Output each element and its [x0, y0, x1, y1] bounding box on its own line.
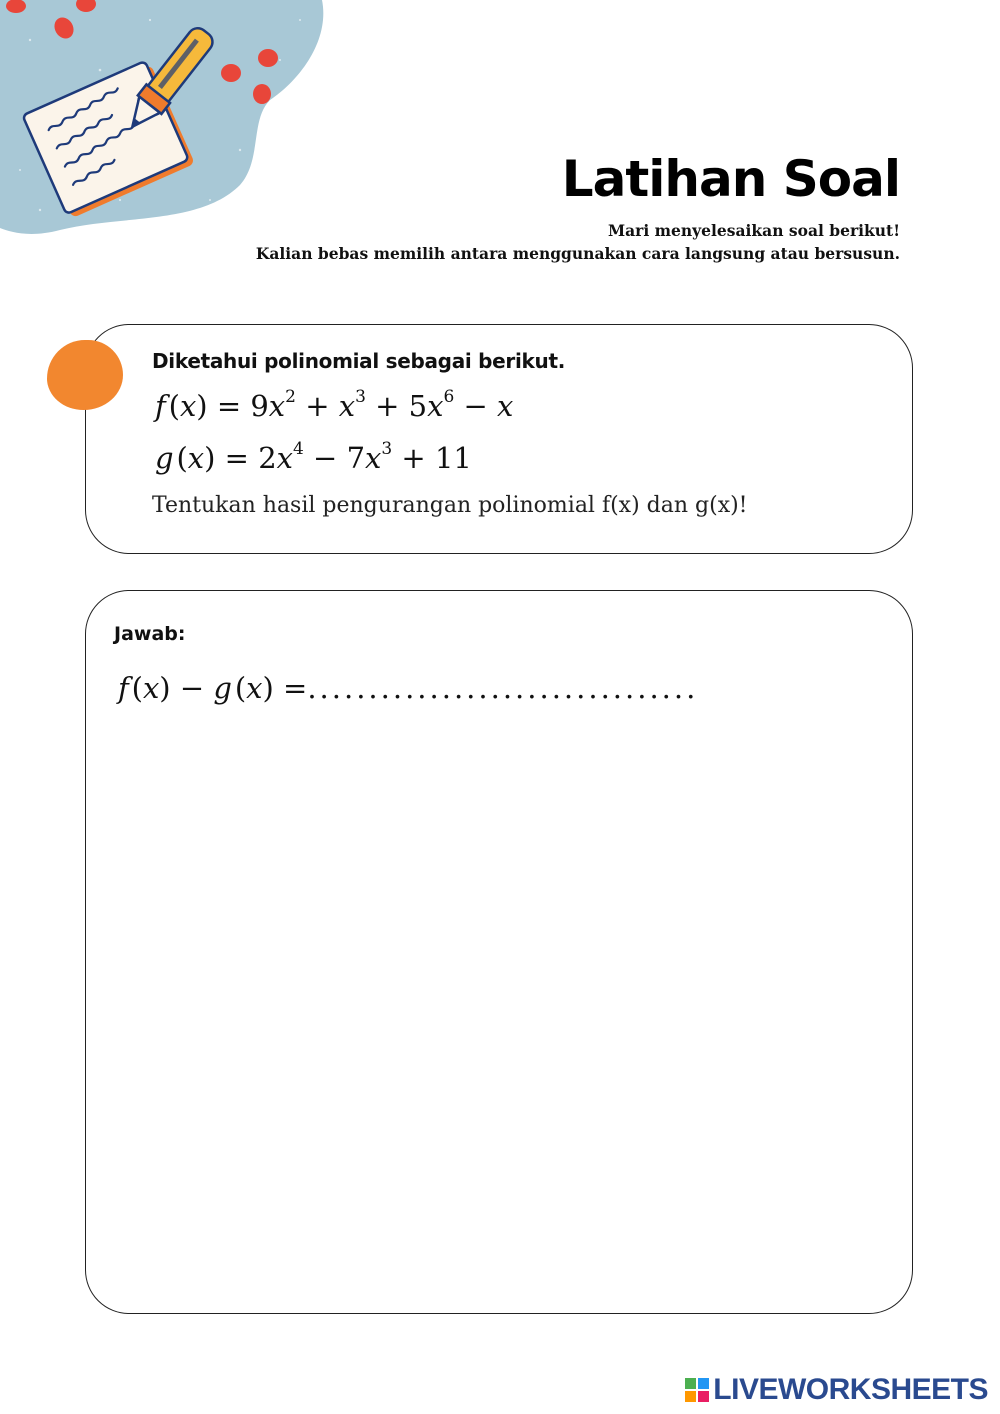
question-heading: Diketahui polinomial sebagai berikut. [152, 349, 566, 373]
subtitle-line-2: Kalian bebas memilih antara menggunakan cara langsung atau bersusun. [255, 244, 900, 263]
answer-heading: Jawab: [114, 623, 186, 645]
polynomial-g-formula: g $(x) = 2x^4 - 7x^3 + 11$ [155, 439, 472, 475]
question-instruction: Tentukan hasil pengurangan polinomial f(x) dan g(x)! [152, 493, 748, 518]
question-card [85, 324, 913, 554]
orange-dot-marker [47, 340, 123, 410]
answer-blank[interactable]: ................................ [307, 671, 699, 705]
liveworksheets-logo-icon [685, 1378, 709, 1402]
page-subtitle [256, 219, 900, 265]
brand-name: LIVEWORKSHEETS [713, 1373, 988, 1406]
answer-formula: f (x) − g (x) =................................ [118, 671, 699, 705]
answer-card[interactable] [85, 590, 913, 1314]
liveworksheets-brand [685, 1372, 988, 1408]
subtitle-line-1: Mari menyelesaikan soal berikut! [607, 221, 900, 240]
polynomial-f-formula: f $(x) = 9x^2 + x^3 + 5x^6 - x$ [155, 387, 514, 423]
page-title: Latihan Soal [561, 150, 900, 208]
decorative-corner-illustration [0, 0, 340, 240]
